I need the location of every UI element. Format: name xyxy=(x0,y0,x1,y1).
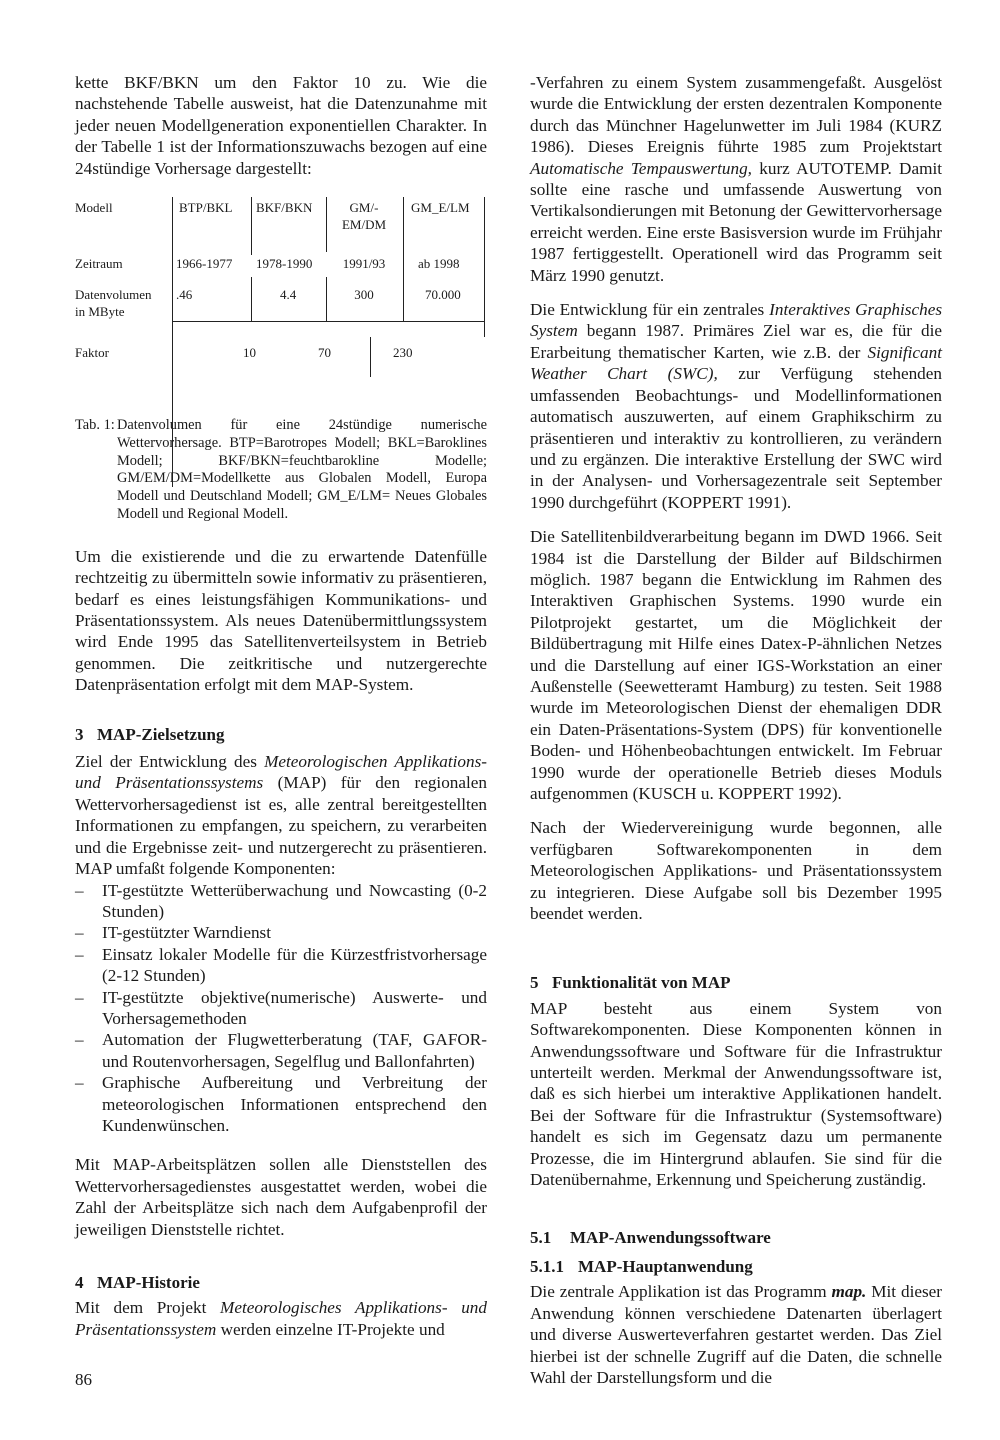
section-title: MAP-Historie xyxy=(97,1273,200,1292)
paragraph: MAP besteht aus einem System von Softwarekomponenten. Diese Komponenten können in Anwendungssoftware und Software für die Infrastruktur unterteilt werden. Merkmal der Anwendungssoftware ist, daß es sich hierbei um interaktive Applikationen handelt. Bei der Software für die Infrastruktur (Systemsoftware) handelt es sich im Gegensatz dazu um permanente Prozesse, die im Hintergrund ablaufen. Sie sind für die Datenübernahme, Erkennung und Speicherung zuständig. xyxy=(530,998,942,1190)
list-item: – IT-gestützter Warndienst xyxy=(75,922,487,943)
emphasis: Meteorologischen Applikations- und Präsentationssystems xyxy=(75,752,487,793)
table-cell: .46 xyxy=(176,287,193,303)
table-rule xyxy=(172,321,485,322)
subsection-heading xyxy=(530,1256,942,1277)
table-caption xyxy=(75,417,487,524)
emphasis: Interaktives Graphisches System xyxy=(530,300,943,341)
table-cell: 1978-1990 xyxy=(256,256,313,272)
emphasis: Automatische Tempauswertung, xyxy=(530,158,752,178)
table-row-label: Modell xyxy=(75,200,113,216)
table-rule xyxy=(251,277,252,321)
emphasis: map. xyxy=(831,1282,867,1302)
table-rule xyxy=(484,197,485,337)
list-item: – IT-gestützte Wetterüberwachung und Nowcasting (0-2 Stunden) xyxy=(75,880,487,923)
table-row-label: in MByte xyxy=(75,304,125,320)
paragraph: Nach der Wiedervereinigung wurde begonnen, alle verfügbaren Softwarekomponenten in dem Meteorologischen Applikations- und Präsentationssystem zu integrieren. Diese Aufgabe soll bis Dezember 1995 beendet werden. xyxy=(530,818,942,924)
table-cell: 10 xyxy=(243,345,256,361)
table-cell: 4.4 xyxy=(280,287,297,303)
section-number: 4 xyxy=(75,1273,84,1292)
text-run: kurz AUTOTEMP. Damit sollte eine rasche und umfassende Auswertung von Vertikalsondierungen mit Betonung der Gewittervorhersage erreicht werden. Eine erste Basisversion wurde im Frühjahr 1987 fertiggestellt. Operationell wird das Programm seit März 1990 genutzt. xyxy=(530,158,943,285)
paragraph: kette BKF/BKN um den Faktor 10 zu. Wie die nachstehende Tabelle ausweist, hat die Datenzunahme mit jeder neuen Modellgeneration exponentiellen Charakter. In der Tabelle 1 ist der Informationszuwachs bezogen auf eine 24stündige Vorhersage dargestellt: xyxy=(75,73,487,178)
table-cell: 70.000 xyxy=(425,287,461,303)
list-item: – Graphische Aufbereitung und Verbreitung der meteorologischen Informationen entsprechend den Kundenwünschen. xyxy=(75,1072,487,1136)
list-item: – Automation der Flugwetterberatung (TAF, GAFOR- und Routenvorhersagen, Segelflug und Ballonfahrten) xyxy=(75,1029,487,1072)
paragraph xyxy=(530,1281,942,1388)
section-title: MAP-Zielsetzung xyxy=(97,724,225,744)
section-number: 5.1.1 xyxy=(530,1256,564,1276)
section-title: MAP-Anwendungssoftware xyxy=(570,1227,771,1247)
paragraph xyxy=(75,751,487,879)
table-header: GM_E/LM xyxy=(411,200,470,216)
table-rule xyxy=(251,197,252,255)
text-run: Mit dieser Anwendung können verschiedene Datenarten überlagert und diverse Auswerteverfahren gestartet werden. Das Ziel hierbei ist der schnelle Zugriff auf die Daten, die schnelle Wahl der Darstellungsform und die xyxy=(530,1282,943,1387)
section-heading xyxy=(75,724,487,745)
section-title: Funktionalität von MAP xyxy=(552,973,731,993)
table-header: EM/DM xyxy=(341,217,387,233)
paragraph: Mit MAP-Arbeitsplätzen sollen alle Dienststellen des Wettervorhersagedienstes ausgestattet werden, wobei die Zahl der Arbeitsplätze sich nach dem Aufgabenprofil der jeweiligen Dienststelle richtet. xyxy=(75,1155,487,1239)
table-header: BTP/BKL xyxy=(179,200,233,216)
paragraph xyxy=(530,72,942,286)
table-cell: 230 xyxy=(393,345,413,361)
text-run: Die zentrale Applikation ist das Programm xyxy=(530,1282,827,1302)
table-row-label: Datenvolumen xyxy=(75,287,152,303)
section-number: 3 xyxy=(75,724,84,744)
section-title: MAP-Hauptanwendung xyxy=(578,1256,753,1276)
right-column xyxy=(530,72,942,1388)
text-run: begann 1987. Primäres Ziel war es, die für die Erarbeitung thematischer Karten, wie z.B. der xyxy=(530,321,943,362)
table-cell: 70 xyxy=(318,345,331,361)
section-heading xyxy=(530,972,942,993)
list-item: – IT-gestützte objektive(numerische) Auswerte- und Vorhersagemethoden xyxy=(75,987,487,1030)
emphasis: Meteorologisches Applikations- und Präsentationssystem xyxy=(75,1298,487,1339)
table-cell: 300 xyxy=(354,287,374,303)
table-rule xyxy=(403,197,404,321)
emphasis: Significant Weather Chart (SWC), xyxy=(530,342,943,384)
list-item: – Einsatz lokaler Modelle für die Kürzestfristvorhersage (2-12 Stunden) xyxy=(75,944,487,987)
section-number: 5 xyxy=(530,973,539,993)
table-cell: 1966-1977 xyxy=(176,256,233,272)
section-number: 5.1 xyxy=(530,1227,552,1247)
text-run: Ziel der Entwicklung des xyxy=(75,752,257,772)
table-cell: 1991/93 xyxy=(342,256,386,272)
text-run: Die Entwicklung für ein zentrales xyxy=(530,300,765,320)
table-row-label: Faktor xyxy=(75,345,109,361)
caption-number: Tab. 1: xyxy=(75,417,115,434)
left-column xyxy=(75,72,487,1340)
paragraph: Die Satellitenbildverarbeitung begann im DWD 1966. Seit 1984 ist die Darstellung der Bilder auf Bildschirmen möglich. 1987 begann die Entwicklung im Rahmen des Interaktiven Graphischen Systems. 1990 wurde ein Pilotprojekt gestartet, um die Möglichkeit der Bildübertragung mit Hilfe eines Datex-P-ähnlichen Netzes und die Darstellung auf einer IGS-Workstation an einer Außenstelle (Seewetteramt Hamburg) zu testen. Seit 1988 wurde im Meteorologischen Dienst der ehemaligen DDR ein Daten-Präsentations-System (DPS) für konventionelle Boden- und Höhenbeobachtungen entwickelt. Im Februar 1990 wurde der operationelle Betrieb dieses Moduls aufgenommen (KUSCH u. KOPPERT 1992). xyxy=(530,527,942,803)
text-run: -Verfahren zu einem System zusammengefaßt. Ausgelöst wurde die Entwicklung der ersten dezentralen Komponente durch das Münchner Hagelunwetter im Juli 1984 (KURZ 1986). Dieses Ereignis führte 1985 zum Projektstart xyxy=(530,73,942,157)
text-run: zur Verfügung stehenden umfassenden Beobachtungs- und Modellinformationen automatisch auszuwerten, auf einem Graphikschirm zu präsentieren und interaktiv zu kontrollieren, zu verändern und zu ergänzen. Die interaktive Erstellung der SWC wird in der Analysen- und Vorhersagezentrale seit September 1990 durchgeführt (KOPPERT 1991). xyxy=(530,364,942,512)
text-run: Mit dem Projekt xyxy=(75,1298,207,1318)
paragraph xyxy=(530,299,942,513)
paragraph xyxy=(75,1297,487,1340)
component-list xyxy=(75,880,487,1137)
caption-text: Datenvolumen für eine 24stündige numerische Wettervorhersage. BTP=Barotropes Modell; BKL=Baroklines Modell; BKF/BKN=feuchtbarokline Modelle; GM/EM/DM=Modellkette aus Globalen Modell, Europa Modell und Deutschland Modell; GM_E/LM= Neues Globales Modell und Regional Modell. xyxy=(117,417,487,523)
table-cell: ab 1998 xyxy=(418,256,460,272)
text-run: werden einzelne IT-Projekte und xyxy=(220,1319,445,1339)
table-row-label: Zeitraum xyxy=(75,256,123,272)
page-number: 86 xyxy=(75,1370,92,1389)
table-header: GM/- xyxy=(349,200,379,216)
text-run: (MAP) für den regionalen Wettervorhersagedienst ist es, alle zentral bereitgestellten Informationen zu empfangen, zu speichern, zu verarbeiten und die Ergebnisse zeit- und nutzergerecht zu präsentieren. MAP umfaßt folgende Komponenten: xyxy=(75,773,488,879)
table-rule xyxy=(370,337,371,377)
paragraph: Um die existierende und die zu erwartende Datenfülle rechtzeitig zu übermitteln sowie informativ zu präsentieren, bedarf es eines leistungsfähigen Kommunikations- und Präsentationssystem. Als neues Datenübermittlungssystem wird Ende 1995 das Satellitenverteilsystem in Betrieb genommen. Die zeitkritische und nutzergerechte Datenpräsentation erfolgt mit dem MAP-System. xyxy=(75,546,487,695)
section-heading xyxy=(530,1227,942,1248)
table-header: BKF/BKN xyxy=(256,200,313,216)
section-heading xyxy=(75,1272,487,1293)
